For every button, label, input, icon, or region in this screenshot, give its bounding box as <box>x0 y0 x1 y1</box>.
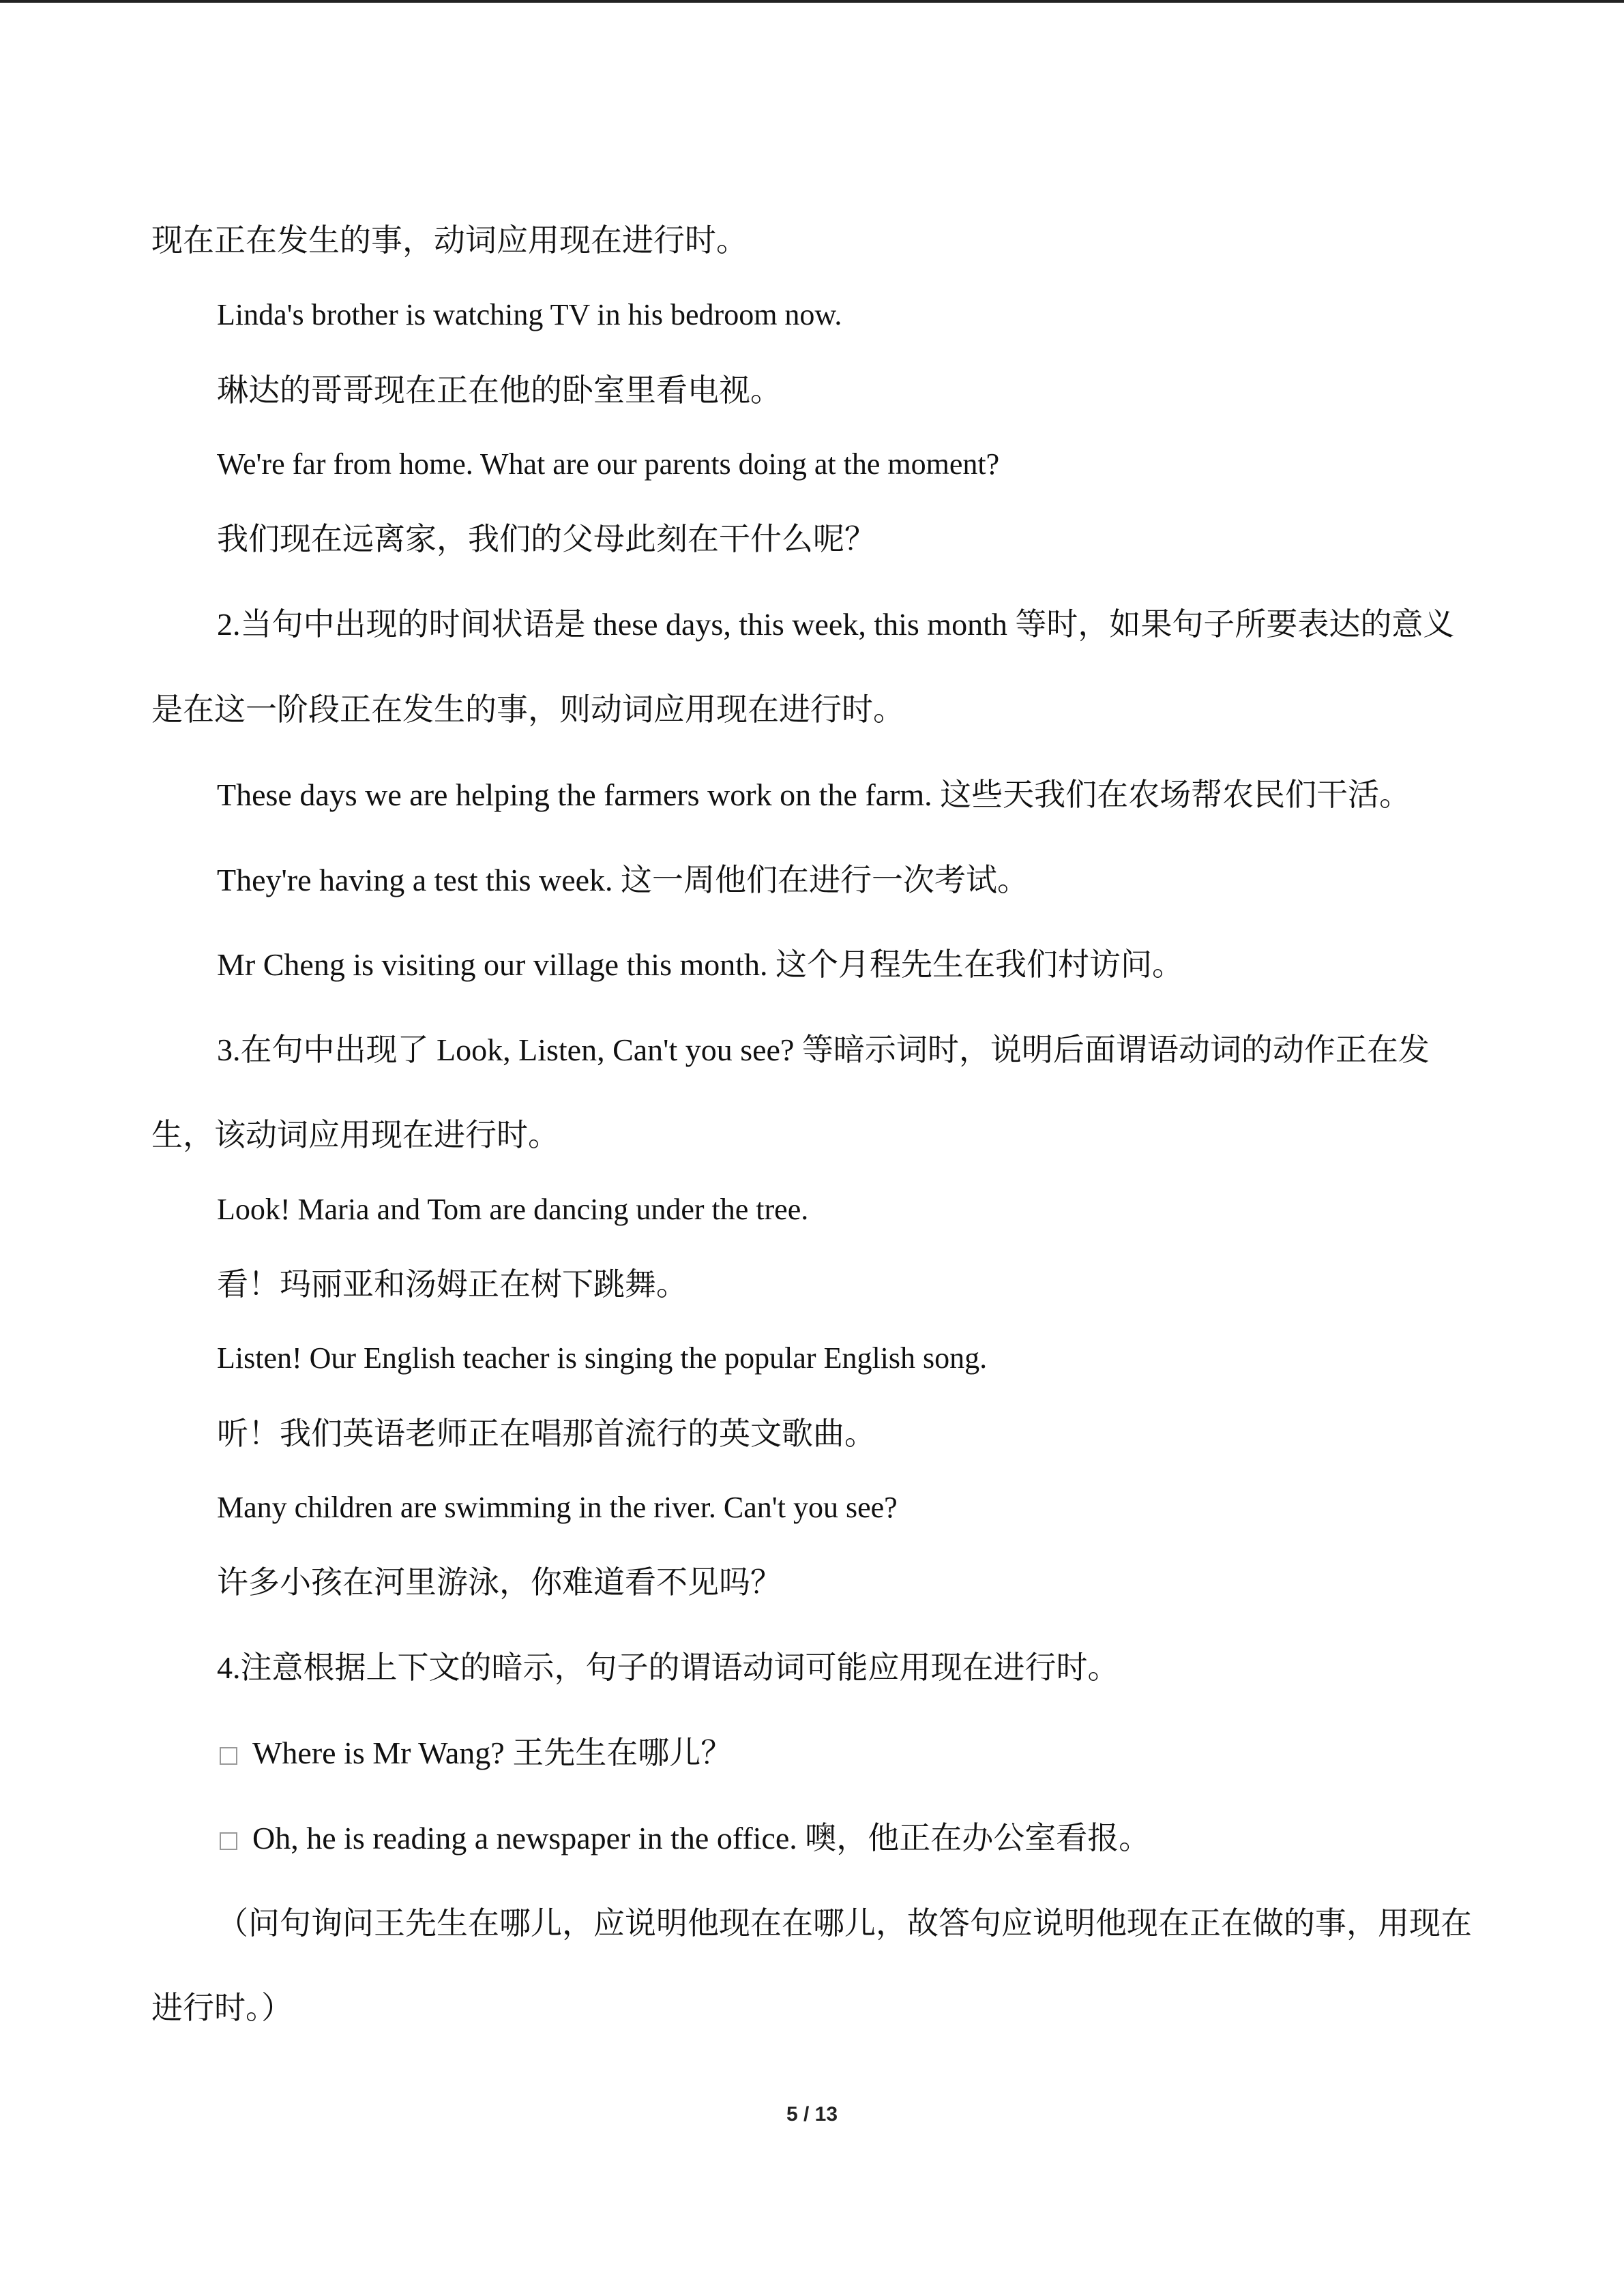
example-sentence: Linda's brother is watching TV in his bedroom now. <box>217 298 842 331</box>
rule-heading: 2.当句中出现的时间状语是 these days, this week, this month 等时，如果句子所要表达的意义 <box>217 607 1455 642</box>
dialogue-line-b <box>220 1823 1150 1854</box>
dialogue-line-a <box>220 1735 733 1770</box>
checkbox-icon <box>220 1747 237 1765</box>
text-line: 生，该动词应用现在进行时。 <box>151 1118 559 1152</box>
example-sentence: We're far from home. What are our parents doing at the moment? <box>217 447 1000 481</box>
example-sentence: They're having a test this week. 这一周他们在进行一次考试。 <box>217 863 1029 897</box>
translation-line: 听！我们英语老师正在唱那首流行的英文歌曲。 <box>217 1416 876 1451</box>
checkbox-icon <box>220 1832 237 1850</box>
example-sentence: Mr Cheng is visiting our village this month. 这个月程先生在我们村访问。 <box>217 947 1184 982</box>
translation-line: 我们现在远离家，我们的父母此刻在干什么呢？ <box>217 522 876 556</box>
translation-line: 琳达的哥哥现在正在他的卧室里看电视。 <box>217 373 782 408</box>
translation-line: 许多小孩在河里游泳，你难道看不见吗？ <box>217 1565 782 1600</box>
page-number: 5 / 13 <box>786 2103 838 2126</box>
dialogue-text: Oh, he is reading a newspaper in the office. 噢，他正在办公室看报。 <box>252 1821 1151 1855</box>
example-sentence: Listen! Our English teacher is singing the popular English song. <box>217 1341 988 1375</box>
text-line: 是在这一阶段正在发生的事，则动词应用现在进行时。 <box>151 692 904 727</box>
rule-heading: 4.注意根据上下文的暗示，句子的谓语动词可能应用现在进行时。 <box>217 1650 1119 1685</box>
explanation-line: （问句询问王先生在哪儿，应说明他现在在哪儿，故答句应说明他现在正在做的事，用现在 <box>217 1906 1472 1941</box>
text-line: 现在正在发生的事，动词应用现在进行时。 <box>151 223 748 258</box>
example-sentence: These days we are helping the farmers work on the farm. 这些天我们在农场帮农民们干活。 <box>217 777 1411 812</box>
text-line: 进行时。） <box>151 1991 293 2025</box>
top-border <box>0 0 1624 3</box>
translation-line: 看！玛丽亚和汤姆正在树下跳舞。 <box>217 1267 688 1302</box>
example-sentence: Look! Maria and Tom are dancing under the tree. <box>217 1193 809 1226</box>
dialogue-text: Where is Mr Wang? 王先生在哪儿？ <box>252 1735 733 1770</box>
example-sentence: Many children are swimming in the river. Can't you see? <box>217 1491 898 1524</box>
rule-heading: 3.在句中出现了 Look, Listen, Can't you see? 等暗示词时，说明后面谓语动词的动作正在发 <box>217 1032 1430 1067</box>
